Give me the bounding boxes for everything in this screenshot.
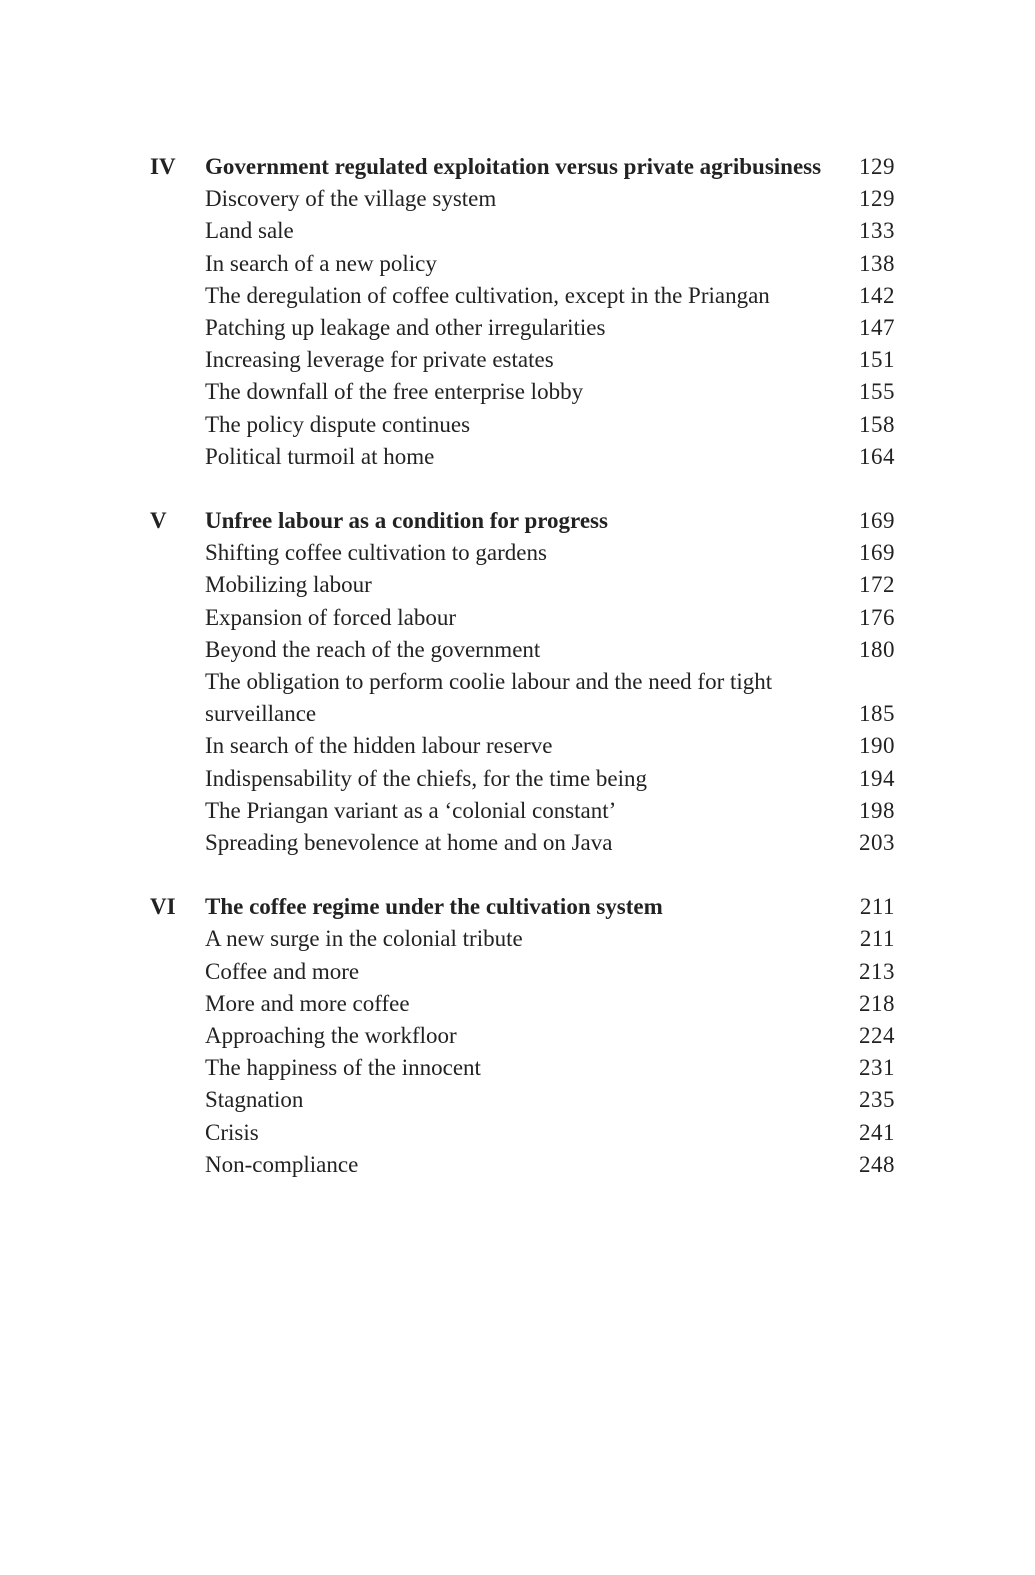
section-title: Coffee and more: [205, 958, 360, 984]
section-title: More and more coffee: [205, 990, 410, 1016]
section-page-number: 211: [859, 926, 895, 952]
section-page-number: 142: [859, 282, 895, 308]
section-page-number: 158: [859, 411, 895, 437]
section-title: In search of a new policy: [205, 250, 437, 276]
section-row: [150, 666, 895, 730]
section-page-number: 151: [859, 347, 895, 373]
section-title: In search of the hidden labour reserve: [205, 733, 553, 759]
chapter-heading-row: [150, 505, 895, 537]
section-page-number: 185: [859, 701, 895, 727]
section-title: The happiness of the innocent: [205, 1055, 481, 1081]
section-row: [150, 183, 895, 215]
section-row: [150, 1149, 895, 1181]
section-row: [150, 602, 895, 634]
chapter-v: [150, 505, 895, 859]
section-title: Stagnation: [205, 1087, 304, 1113]
section-row: [150, 988, 895, 1020]
section-page-number: 164: [859, 443, 895, 469]
chapter-iv: [150, 151, 895, 473]
section-title: The policy dispute continues: [205, 411, 471, 437]
section-page-number: 138: [859, 250, 895, 276]
table-of-contents: [150, 151, 895, 1213]
section-row: [150, 1052, 895, 1084]
chapter-page-number: 211: [859, 894, 895, 920]
section-row: [150, 537, 895, 569]
section-page-number: 172: [859, 572, 895, 598]
section-title: The obligation to perform coolie labour and the need for tight surveillance: [205, 669, 773, 727]
section-row: [150, 956, 895, 988]
section-row: [150, 280, 895, 312]
section-page-number: 129: [859, 186, 895, 212]
section-row: [150, 409, 895, 441]
section-page-number: 169: [859, 540, 895, 566]
section-title: Approaching the workfloor: [205, 1023, 457, 1049]
section-page-number: 203: [859, 830, 895, 856]
chapter-title: The coffee regime under the cultivation system: [205, 894, 663, 920]
section-row: [150, 215, 895, 247]
section-page-number: 231: [859, 1055, 895, 1081]
section-title: The downfall of the free enterprise lobby: [205, 379, 584, 405]
section-row: [150, 1084, 895, 1116]
section-title: Discovery of the village system: [205, 186, 497, 212]
section-row: [150, 730, 895, 762]
section-page-number: 133: [859, 218, 895, 244]
section-page-number: 224: [859, 1023, 895, 1049]
section-title: Mobilizing labour: [205, 572, 372, 598]
section-row: [150, 827, 895, 859]
section-title: Patching up leakage and other irregularities: [205, 315, 606, 341]
section-title: Shifting coffee cultivation to gardens: [205, 540, 547, 566]
chapter-number: V: [150, 508, 167, 534]
section-page-number: 155: [859, 379, 895, 405]
section-title: Non-compliance: [205, 1151, 359, 1177]
section-title: Expansion of forced labour: [205, 604, 457, 630]
section-row: [150, 376, 895, 408]
section-page-number: 194: [859, 765, 895, 791]
section-page-number: 180: [859, 636, 895, 662]
chapter-heading-row: [150, 151, 895, 183]
section-page-number: 248: [859, 1151, 895, 1177]
section-page-number: 190: [859, 733, 895, 759]
section-row: [150, 1117, 895, 1149]
section-title: Spreading benevolence at home and on Java: [205, 830, 613, 856]
section-row: [150, 248, 895, 280]
section-title: Crisis: [205, 1119, 259, 1145]
section-title: The deregulation of coffee cultivation, except in the Priangan: [205, 282, 770, 308]
chapter-title: Government regulated exploitation versus private agribusiness: [205, 154, 822, 179]
section-row: [150, 344, 895, 376]
section-page-number: 235: [859, 1087, 895, 1113]
section-row: [150, 795, 895, 827]
section-row: [150, 312, 895, 344]
section-page-number: 213: [859, 958, 895, 984]
section-page-number: 198: [859, 797, 895, 823]
section-page-number: 241: [859, 1119, 895, 1145]
section-row: [150, 441, 895, 473]
chapter-title: Unfree labour as a condition for progress: [205, 508, 608, 534]
section-title: Political turmoil at home: [205, 443, 435, 469]
chapter-heading-row: [150, 891, 895, 923]
chapter-number: VI: [150, 894, 176, 920]
section-title: Beyond the reach of the government: [205, 636, 541, 662]
section-page-number: 218: [859, 990, 895, 1016]
section-row: [150, 569, 895, 601]
section-title: The Priangan variant as a ‘colonial constant’: [205, 797, 617, 823]
section-row: [150, 763, 895, 795]
section-page-number: 176: [859, 604, 895, 630]
section-row: [150, 634, 895, 666]
section-row: [150, 1020, 895, 1052]
section-title: Increasing leverage for private estates: [205, 347, 554, 373]
chapter-vi: [150, 891, 895, 1181]
chapter-number: IV: [150, 154, 176, 179]
section-title: Land sale: [205, 218, 294, 244]
section-row: [150, 923, 895, 955]
section-page-number: 147: [859, 315, 895, 341]
chapter-page-number: 169: [859, 508, 895, 534]
section-title: Indispensability of the chiefs, for the time being: [205, 765, 647, 791]
section-title: A new surge in the colonial tribute: [205, 926, 523, 952]
chapter-page-number: 129: [859, 154, 895, 179]
